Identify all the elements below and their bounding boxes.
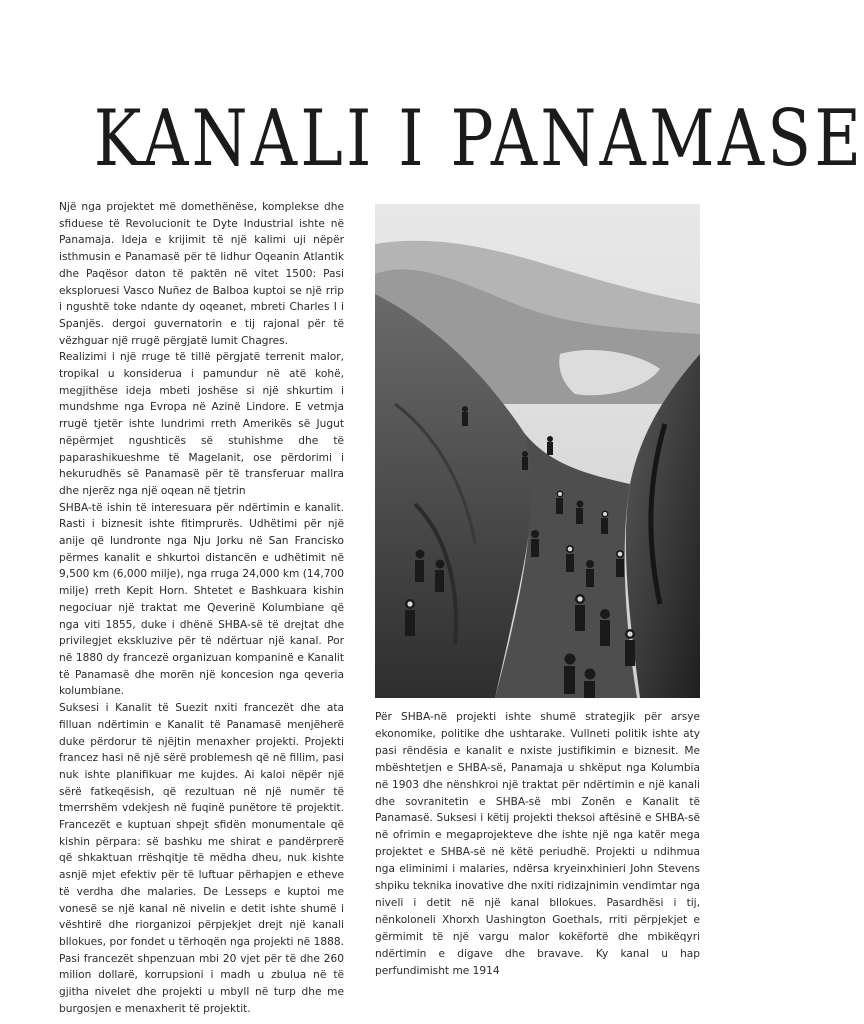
right-column (375, 709, 700, 980)
paragraph: Një nga projektet më domethënëse, komplekse dhe sfiduese të Revolucionit te Dyte Industrial ishte në Panamaja. Ideja e krijimit të një kalimi uji nëpër isthmusin e Panamasë për të lidhur Oqeanin Atlantik dhe Paqësor daton të paktën në vitet 1500: Pasi eksploruesi Vasco Nuñez de Balboa kuptoi se një rrip i ngushtë toke ndante dy oqeanet, mbreti Charles I i Spanjës. dergoi guvernatorin e tij rajonal për të vëzhguar një rrugë përgjatë lumit Chagres. (59, 201, 344, 347)
photo-illustration (375, 204, 700, 698)
paragraph: Suksesi i Kanalit të Suezit nxiti francezët dhe ata filluan ndërtimin e Kanalit të Panamasë menjëherë duke përdorur të njëjtin menaxher projekti. Projekti francez hasi në një sërë problemesh që në fillim, pasi nuk ishte planifikuar me kujdes. Ai kaloi nëpër një sërë fatkeqësish, që rezultuan në një numër të tmerrshëm vdekjesh në fuqinë punëtore të projektit. Francezët e kuptuan shpejt sfidën monumentale që kishin përpara: së bashku me shirat e pandërprerë që shkaktuan rrëshqitje të mëdha dheu, nuk kishte asnjë mjet efektiv për të luftuar përhapjen e etheve të verdha dhe malaries. De Lesseps e kuptoi me vonesë se një kanal në nivelin e detit ishte shumë i vështirë dhe riorganizoi përpjekjet drejt një kanali bllokues, por fondet u tërhoqën nga projekti në 1888. Pasi francezët shpenzuan mbi 20 vjet për të dhe 260 milion dollarë, korrupsioni i madh u zbulua në të gjitha nivelet dhe projekti u mbyll në turp dhe me burgosjen e menaxherit të projektit. (59, 702, 344, 1015)
left-column (59, 199, 344, 1017)
page-title: KANALI I PANAMASE (93, 94, 864, 184)
paragraph: SHBA-të ishin të interesuara për ndërtimin e kanalit. Rasti i biznesit ishte fitimprurës. Udhëtimi për një anije që lundronte nga Nju Jorku në San Francisko përmes kanalit e shkurtoi distancën e udhëtimit në 9,500 km (6,000 milje), nga rruga 24,000 km (14,700 milje) rreth Kepit Horn. Shtetet e Bashkuara kishin negociuar një traktat me Qeverinë Kolumbiane që nga viti 1855, duke i dhënë SHBA-së të drejtat dhe privilegjet ekskluzive për të ndërtuar një kanal. Por në 1880 dy francezë organizuan kompaninë e Kanalit të Panamasë dhe morën një koncesion nga qeveria kolumbiane. (59, 501, 344, 698)
canal-excavation-photo (375, 204, 700, 698)
paragraph: Realizimi i një rruge të tillë përgjatë terrenit malor, tropikal u konsiderua i pamundur në atë kohë, megjithëse ideja mbeti joshëse si një shkurtim i mundshme nga Evropa në Azinë Lindore. E vetmja rrugë tjetër ishte lundrimi rreth Amerikës së Jugut nëpërmjet ngushticës së stuhishme dhe të paparashikueshme të Magelanit, ose përdorimi i hekurudhës së Panamasë për të transferuar mallra dhe njerëz nga një oqean në tjetrin (59, 351, 344, 497)
paragraph: Për SHBA-në projekti ishte shumë strategjik për arsye ekonomike, politike dhe ushtarake. Vullneti politik ishte aty pasi rëndësia e kanalit e nxiste justifikimin e biznesit. Me mbështetjen e SHBA-së, Panamaja u shkëput nga Kolumbia në 1903 dhe nënshkroi një traktat për ndërtimin e një kanali dhe sovranitetin e SHBA-së mbi Zonën e Kanalit të Panamasë. Suksesi i këtij projekti theksoi aftësinë e SHBA-së në ofrimin e megaprojekteve dhe ishte një nga katër mega projektet e SHBA-së në këtë periudhë. Projekti u ndihmua nga eliminimi i malaries, ndërsa kryeinxhinieri John Stevens shpiku teknika inovative dhe nxiti ridizajnimin vendimtar nga niveli i detit në një kanal bllokues. Pasardhësi i tij, nënkoloneli Xhorxh Uashington Goethals, rriti përpjekjet e gërmimit të një vargu malor kokëfortë dhe mbikëqyri ndërtimin e digave dhe bravave. Ky kanal u hap perfundimisht me 1914 (375, 711, 700, 977)
